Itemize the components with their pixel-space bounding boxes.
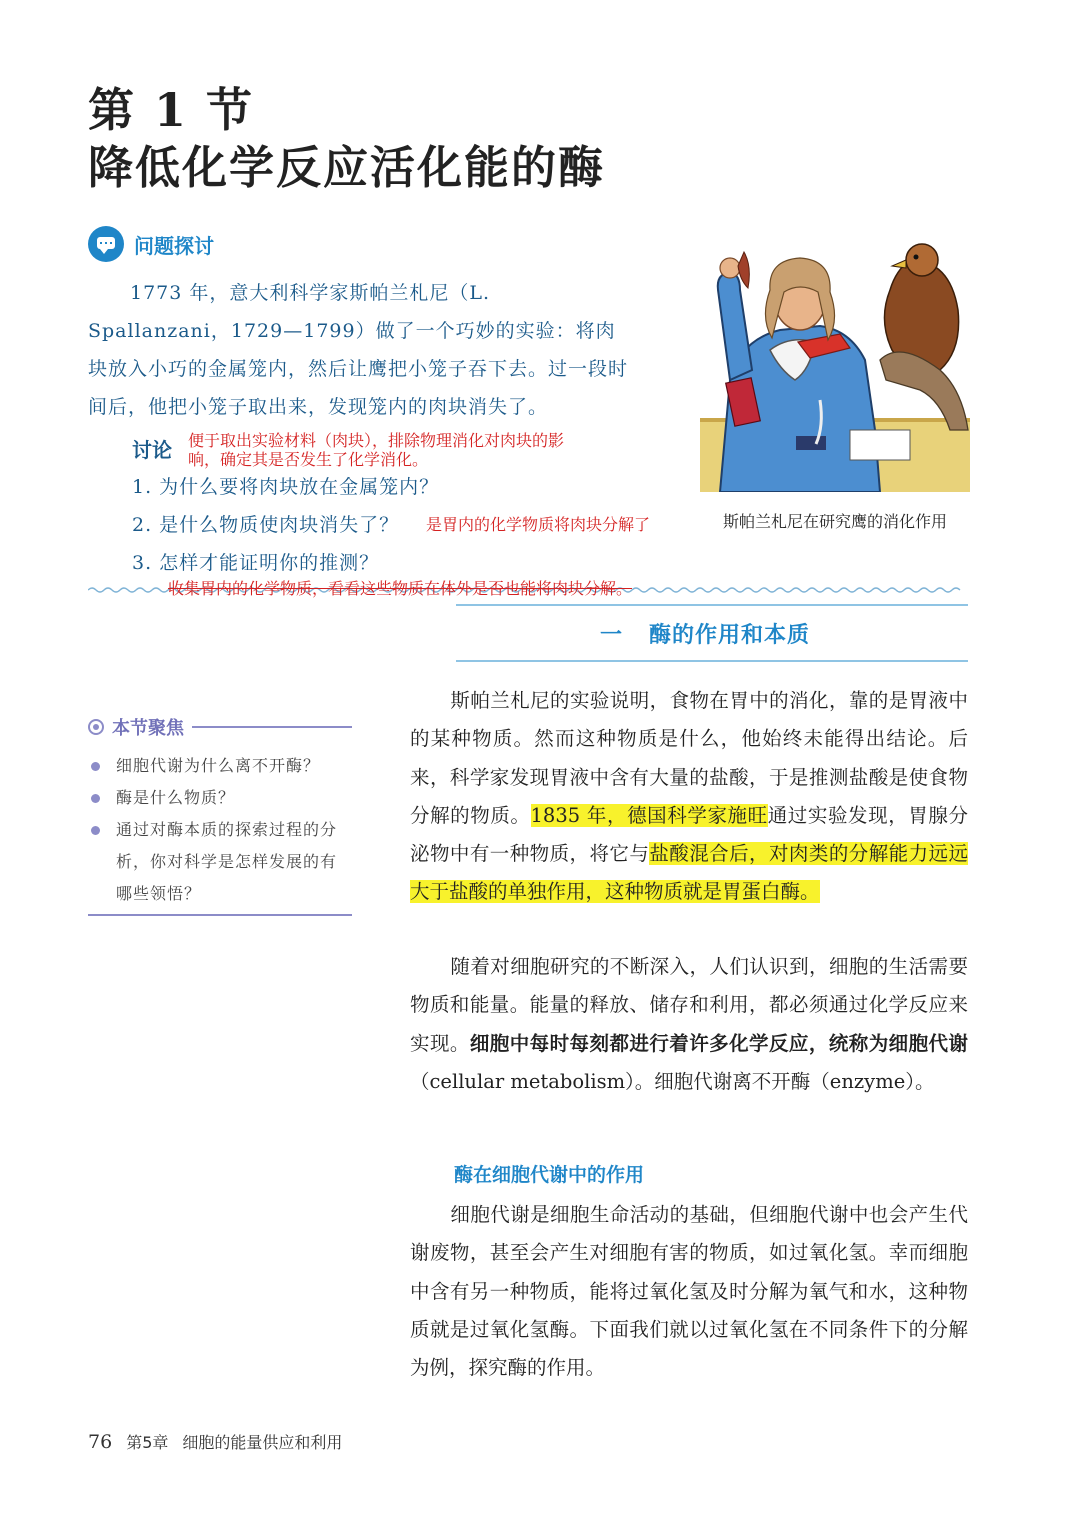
section-title: 降低化学反应活化能的酶 <box>88 141 606 194</box>
discussion-question-1: 1. 为什么要将肉块放在金属笼内？ <box>132 476 440 498</box>
page-number: 76 <box>88 1431 113 1453</box>
highlight-schwann: 1835 年，德国科学家施旺 <box>530 803 768 827</box>
section-number: 第 1 节 <box>88 83 255 137</box>
focus-item: 细胞代谢为什么离不开酶？ <box>88 750 352 782</box>
problem-intro-text: 1773 年，意大利科学家斯帕兰札尼（L. Spallanzani，1729—1799）做了一个巧妙的实验：将肉块放入小巧的金属笼内，然后让鹰把小笼子吞下去。过一段时间后，他把小笼子取出来，发现笼内的肉块消失了。 <box>88 282 629 418</box>
section-rule-bottom <box>456 660 968 662</box>
focus-title: 本节聚焦 <box>112 718 184 739</box>
subheading-enzyme-role: 酶在细胞代谢中的作用 <box>454 1164 645 1186</box>
discussion-label: 讨论 <box>132 438 172 462</box>
discussion-question-2: 2. 是什么物质使肉块消失了？ <box>132 514 400 536</box>
page-footer <box>88 1430 342 1453</box>
section-rule-top <box>456 604 968 606</box>
definition-cell-metabolism: 细胞中每时每刻都进行着许多化学反应，统称为细胞代谢 <box>469 1031 968 1055</box>
problem-exploration-header <box>88 226 214 262</box>
focus-item: 酶是什么物质？ <box>88 782 352 814</box>
focus-bottom-rule <box>88 914 352 916</box>
problem-exploration-label: 问题探讨 <box>134 233 214 258</box>
section-heading: 一 酶的作用和本质 <box>600 623 811 648</box>
discussion-question-3: 3. 怎样才能证明你的推测？ <box>132 552 380 574</box>
paragraph-spallanzani-conclusion: 斯帕兰札尼的实验说明，食物在胃中的消化，靠的是胃液中的某种物质。然而这种物质是什么，他始终未能得出结论。后来，科学家发现胃液中含有大量的盐酸，于是推测盐酸是使食物分解的物质。1835 年，德国科学家施旺通过实验发现，胃腺分泌物中有一种物质，将它与盐酸混合后，对肉类的分解能力远远大于盐酸的单独作用，这种物质就是胃蛋白酶。 <box>410 689 968 904</box>
focus-title-rule <box>192 726 352 728</box>
handwritten-note-3: 收集胃内的化学物质，看看这些物质在体外是否也能将肉块分解。 <box>168 579 633 598</box>
illustration-caption: 斯帕兰札尼在研究鹰的消化作用 <box>722 512 947 531</box>
chat-bubble-icon <box>88 226 124 262</box>
highlight-pepsin: 盐酸混合后，对肉类的分解能力远远大于盐酸的单独作用，这种物质就是胃蛋白酶。 <box>410 842 968 904</box>
footer-chapter: 第5章 <box>126 1433 169 1452</box>
spallanzani-illustration <box>700 230 970 492</box>
handwritten-note-2: 是胃内的化学物质将肉块分解了 <box>426 515 651 534</box>
footer-chapter-title: 细胞的能量供应和利用 <box>182 1433 343 1452</box>
paragraph-hydrogen-peroxide: 细胞代谢是细胞生命活动的基础，但细胞代谢中也会产生代谢废物，甚至会产生对细胞有害的物质，如过氧化氢。幸而细胞中含有另一种物质，能将过氧化氢及时分解为氧气和水，这种物质就是过氧化氢酶。下面我们就以过氧化氢在不同条件下的分解为例，探究酶的作用。 <box>410 1203 968 1380</box>
paragraph-cell-metabolism: 随着对细胞研究的不断深入，人们认识到，细胞的生活需要物质和能量。能量的释放、储存和利用，都必须通过化学反应来实现。细胞中每时每刻都进行着许多化学反应，统称为细胞代谢（cellular metabolism）。细胞代谢离不开酶（enzyme）。 <box>410 955 968 1093</box>
focus-item: 通过对酶本质的探索过程的分析，你对科学是怎样发展的有哪些领悟？ <box>88 814 352 910</box>
target-icon <box>88 719 104 735</box>
handwritten-note-1: 便于取出实验材料（肉块），排除物理消化对肉块的影响，确定其是否发生了化学消化。 <box>188 431 565 469</box>
section-focus-box <box>88 714 352 910</box>
